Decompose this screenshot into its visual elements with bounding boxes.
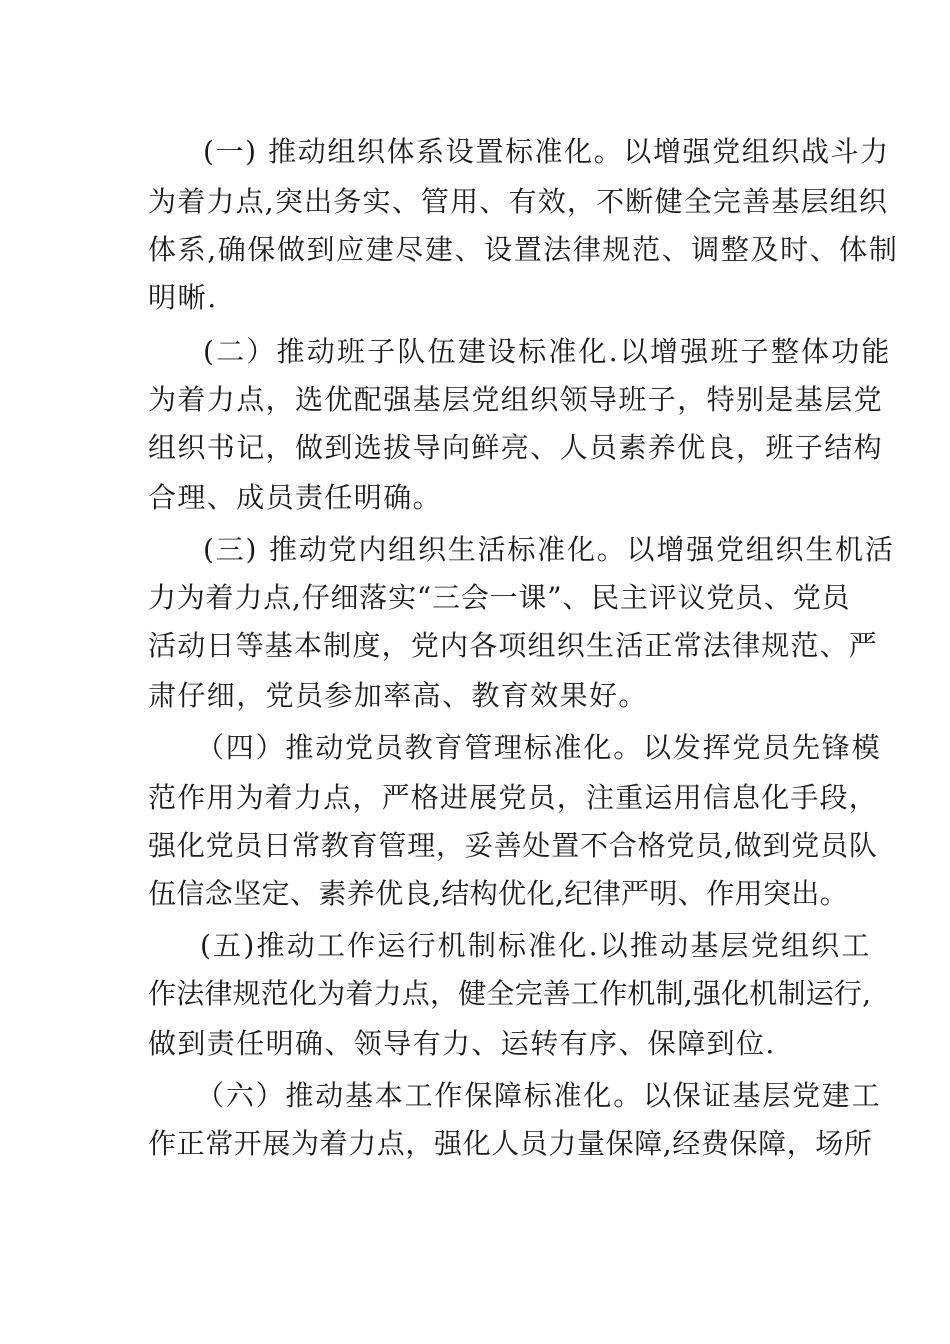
paragraph-1-line-3: 体系,确保做到应建尽建、设置法律规范、调整及时、体制 (148, 233, 899, 266)
paragraph-2-line-2: 为着力点，选优配强基层党组织领导班子，特别是基层党 (148, 383, 884, 416)
paragraph-5-line-3: 做到责任明确、领导有力、运转有序、保障到位. (148, 1027, 776, 1060)
paragraph-2-line-4: 合理、成员责任明确。 (148, 481, 443, 514)
paragraph-1-line-1: (一) 推动组织体系设置标准化。以增强党组织战斗力 (203, 135, 890, 168)
paragraph-5-line-1: (五)推动工作运行机制标准化.以推动基层党组织工 (200, 929, 872, 962)
paragraph-3-line-2: 力为着力点,仔细落实“三会一课”、民主评议党员、党员 (148, 581, 851, 614)
paragraph-4-line-3: 强化党员日常教育管理，妥善处置不合格党员,做到党员队 (148, 829, 878, 862)
paragraph-2-line-3: 组织书记，做到选拔导向鲜亮、人员素养优良，班子结构 (148, 431, 884, 464)
paragraph-4-line-1: （四）推动党员教育管理标准化。以发挥党员先锋模 (196, 731, 882, 764)
paragraph-3-line-3: 活动日等基本制度，党内各项组织生活正常法律规范、严 (148, 629, 879, 662)
paragraph-1-line-2: 为着力点,突出务实、管用、有效，不断健全完善基层组织 (148, 185, 889, 218)
paragraph-6-line-1: （六）推动基本工作保障标准化。以保证基层党建工 (196, 1079, 882, 1112)
paragraph-1-line-4: 明晰. (148, 281, 218, 314)
paragraph-6-line-2: 作正常开展为着力点，强化人员力量保障,经费保障，场所 (148, 1127, 873, 1160)
paragraph-4-line-2: 范作用为着力点，严格进展党员，注重运用信息化手段， (148, 781, 879, 814)
paragraph-4-line-4: 伍信念坚定、素养优良,结构优化,纪律严明、作用突出。 (148, 877, 849, 910)
paragraph-5-line-2: 作法律规范化为着力点，健全完善工作机制,强化机制运行, (148, 977, 872, 1010)
paragraph-3-line-1: (三) 推动党内组织生活标准化。以增强党组织生机活 (203, 533, 895, 566)
paragraph-2-line-1: (二）推动班子队伍建设标准化.以增强班子整体功能 (203, 335, 892, 368)
paragraph-3-line-4: 肃仔细，党员参加率高、教育效果好。 (148, 679, 648, 712)
